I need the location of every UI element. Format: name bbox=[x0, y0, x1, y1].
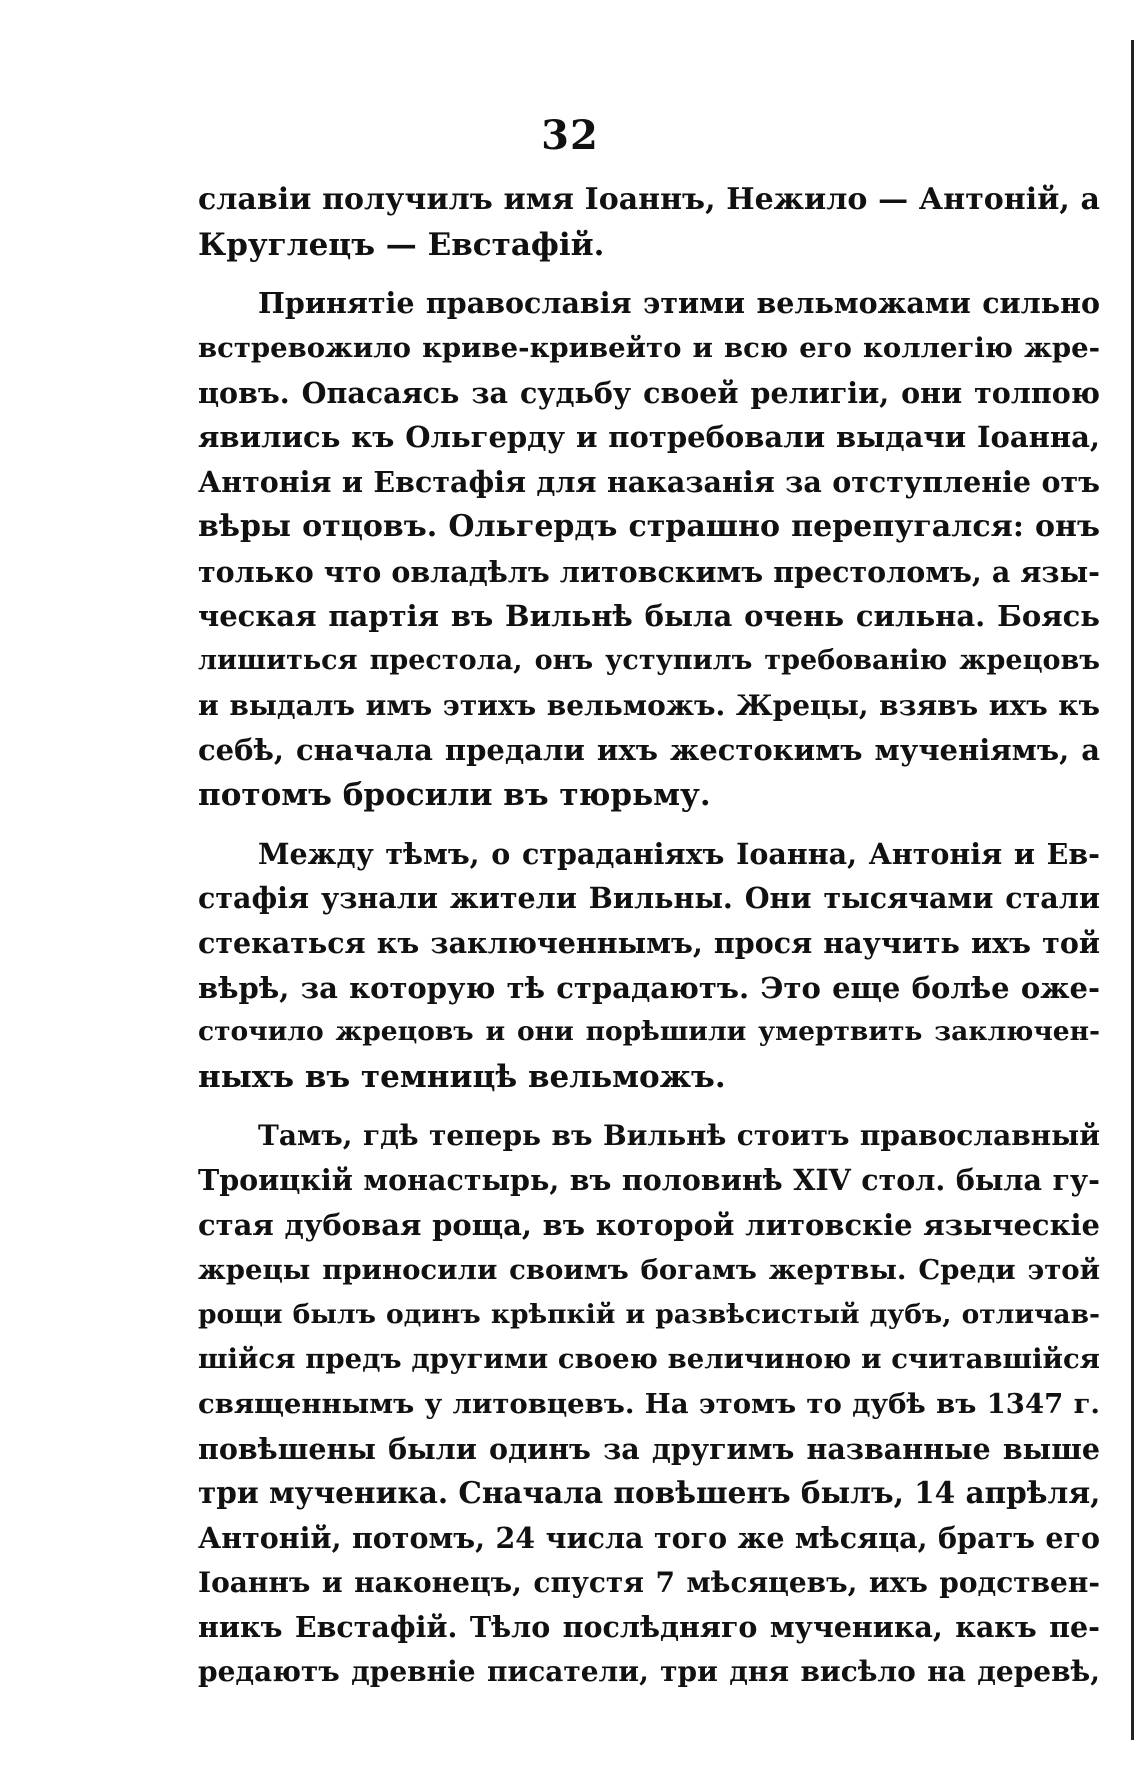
body-text bbox=[198, 178, 1100, 1695]
text-line: вѣры отцовъ. Ольгердъ страшно перепугался: онъ bbox=[198, 508, 1100, 544]
page-number: 32 bbox=[541, 112, 599, 159]
text-line: только что овладѣлъ литовскимъ престоломъ, а язы- bbox=[198, 554, 1100, 589]
text-line: сточило жрецовъ и они порѣшили умертвить заключен- bbox=[198, 1016, 1100, 1048]
text-line: ныхъ въ темницѣ вельможъ. bbox=[198, 1059, 726, 1096]
text-line: Принятіе православія этими вельможами сильно bbox=[258, 286, 1100, 321]
text-line: себѣ, сначала предали ихъ жестокимъ мученіямъ, а bbox=[198, 733, 1100, 768]
text-line: вѣрѣ, за которую тѣ страдаютъ. Это еще болѣе оже- bbox=[198, 970, 1100, 1005]
text-line: Между тѣмъ, о страданіяхъ Іоанна, Антонія и Ев- bbox=[258, 836, 1100, 871]
text-line: священнымъ у литовцевъ. На этомъ то дубѣ въ 1347 г. bbox=[198, 1387, 1100, 1420]
text-line: никъ Евстафій. Тѣло послѣдняго мученика, какъ пе- bbox=[198, 1610, 1100, 1645]
paragraph-1 bbox=[198, 178, 1100, 267]
text-line: Антонія и Евстафія для наказанія за отступленіе отъ bbox=[198, 465, 1100, 500]
text-line: стафія узнали жители Вильны. Они тысячами стали bbox=[198, 881, 1100, 916]
text-line: славіи получилъ имя Іоаннъ, Нежило — Антоній, а bbox=[198, 182, 1100, 217]
text-line: три мученика. Сначала повѣшенъ былъ, 14 апрѣля, bbox=[198, 1475, 1100, 1511]
text-line: стая дубовая роща, въ которой литовскіе языческіе bbox=[198, 1208, 1100, 1243]
text-line: встревожило криве-кривейто и всю его коллегію жре- bbox=[198, 332, 1100, 365]
text-line: редаютъ древніе писатели, три дня висѣло на деревѣ, bbox=[198, 1655, 1100, 1688]
text-line: Тамъ, гдѣ теперь въ Вильнѣ стоитъ православный bbox=[258, 1118, 1100, 1152]
text-line: Троицкій монастырь, въ половинѣ XIV стол. была гу- bbox=[198, 1163, 1100, 1198]
text-line: потомъ бросили въ тюрьму. bbox=[198, 776, 711, 813]
text-line: стекаться къ заключеннымъ, прося научить ихъ той bbox=[198, 926, 1100, 960]
text-line: рощи былъ одинъ крѣпкій и развѣсистый дубъ, отличав- bbox=[198, 1298, 1100, 1330]
text-line: ческая партія въ Вильнѣ была очень сильна. Боясь bbox=[198, 599, 1100, 634]
text-line: Антоній, потомъ, 24 числа того же мѣсяца, братъ его bbox=[198, 1520, 1100, 1555]
text-line: Круглецъ — Евстафій. bbox=[198, 226, 605, 263]
paragraph-3 bbox=[198, 832, 1100, 1100]
paragraph-2 bbox=[198, 281, 1100, 817]
paragraph-4 bbox=[198, 1114, 1100, 1695]
text-line: шійся предъ другими своею величиною и считавшійся bbox=[198, 1343, 1100, 1376]
page-edge-rule bbox=[1131, 40, 1134, 1740]
text-line: повѣшены были одинъ за другимъ названные выше bbox=[198, 1431, 1100, 1466]
text-line: Іоаннъ и наконецъ, спустя 7 мѣсяцевъ, ихъ родствен- bbox=[198, 1565, 1100, 1599]
text-line: явились къ Ольгерду и потребовали выдачи Іоанна, bbox=[198, 420, 1100, 455]
text-line: и выдалъ имъ этихъ вельможъ. Жрецы, взявъ ихъ къ bbox=[198, 688, 1100, 722]
text-line: жрецы приносили своимъ богамъ жертвы. Среди этой bbox=[198, 1253, 1100, 1286]
text-line: лишиться престола, онъ уступилъ требованію жрецовъ bbox=[198, 644, 1100, 676]
text-line: цовъ. Опасаясь за судьбу своей религіи, они толпою bbox=[198, 375, 1100, 410]
